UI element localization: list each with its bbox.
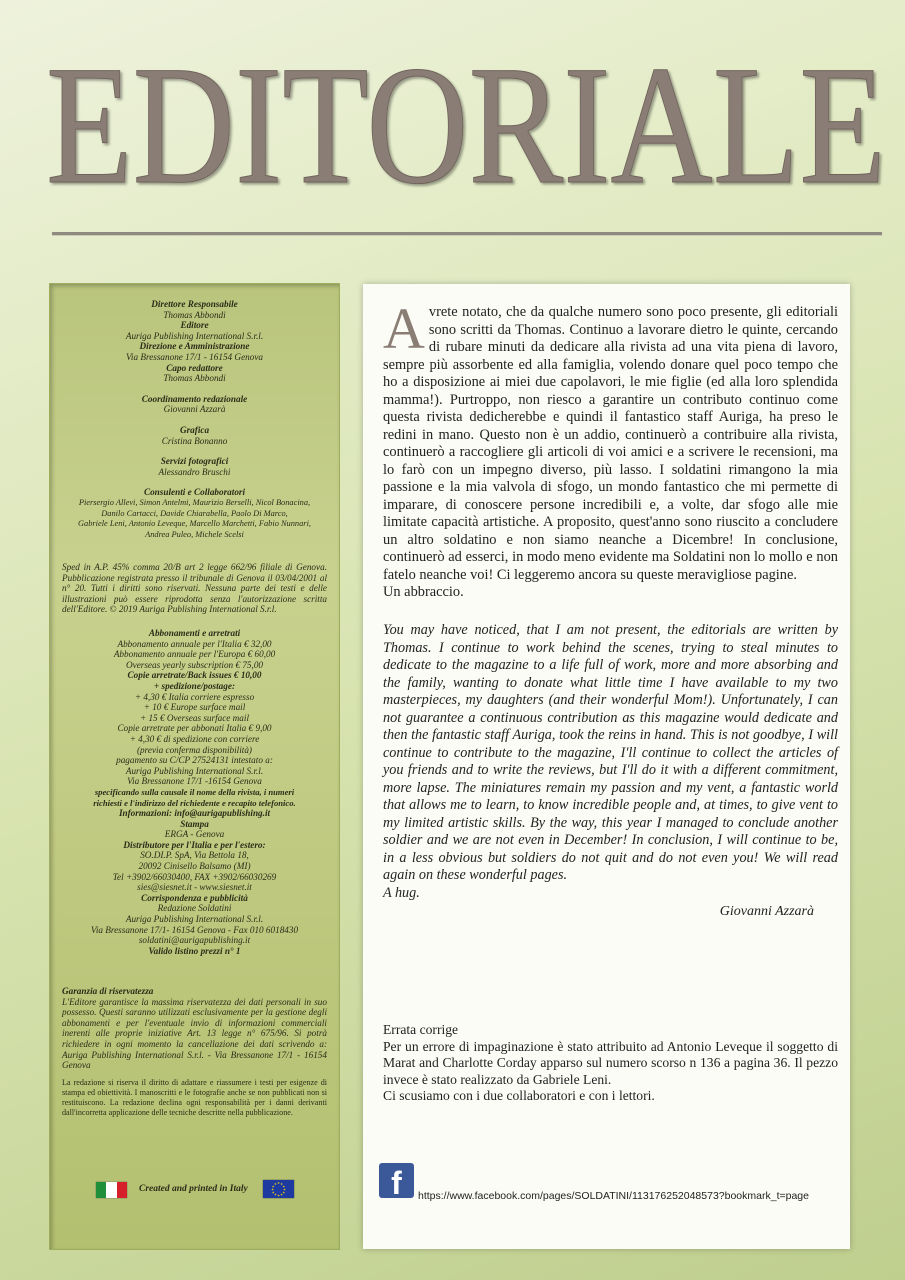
legal-notice xyxy=(62,562,327,615)
svg-text:★: ★ xyxy=(283,1187,286,1192)
author-signature: Giovanni Azzarà xyxy=(719,904,814,919)
staff-name: Gabriele Leni, Antonio Leveque, Marcello Marchetti, Fabio Nunnari, xyxy=(78,519,311,529)
italy-flag-icon xyxy=(96,1182,127,1198)
svg-text:★: ★ xyxy=(277,1193,280,1198)
distribution-heading: Distributore per l'Italia e per l'estero: xyxy=(123,839,266,850)
subscriptions-block xyxy=(62,628,327,956)
svg-text:★: ★ xyxy=(280,1182,284,1186)
subscription-line: Abbonamento annuale per l'Europa € 60,00 xyxy=(113,649,276,660)
errata-text: Per un errore di impaginazione è stato attribuito ad Antonio Leveque il soggetto di Marat and Charlotte Corday apparso sul numero scorso n 136 a pagina 36. Il pezzo invece è stato realizzato da Gabriele Leni. xyxy=(383,1038,838,1087)
facebook-icon[interactable]: f xyxy=(379,1163,414,1198)
shipping-line: Via Bressanone 17/1 -16154 Genova xyxy=(127,776,262,787)
correspondence-heading: Corrispondenza e pubblicità xyxy=(141,892,248,903)
facebook-link[interactable]: https://www.facebook.com/pages/SOLDATINI/113176252048573?bookmark_t=page xyxy=(418,1190,809,1202)
staff-name: Auriga Publishing International S.r.l. xyxy=(125,330,264,341)
shipping-heading: + spedizione/postage: xyxy=(153,680,236,691)
shipping-line: + 10 € Europe surface mail xyxy=(143,702,246,713)
back-issues-heading: Copie arretrate/Back issues € 10,00 xyxy=(127,670,262,681)
masthead-sidebar xyxy=(50,284,339,1249)
price-list: Valido listino prezzi n° 1 xyxy=(148,945,241,956)
shipping-line: + 4,30 € di spedizione con corriere xyxy=(129,733,260,744)
staff-name: Thomas Abbondi xyxy=(163,309,226,320)
subscription-line: Overseas yearly subscription € 75,00 xyxy=(125,659,264,670)
staff-role: Servizi fotografici xyxy=(160,456,229,467)
italian-closing: Un abbraccio. xyxy=(383,584,464,600)
svg-text:★: ★ xyxy=(273,1192,277,1197)
editorial-article xyxy=(363,284,850,1249)
english-closing: A hug. xyxy=(383,884,420,901)
staff-role: Consulenti e Collaboratori xyxy=(143,487,246,498)
staff-name: Giovanni Azzarà xyxy=(163,404,226,415)
staff-block xyxy=(62,299,327,540)
svg-text:★: ★ xyxy=(273,1182,277,1186)
page-title xyxy=(46,40,886,200)
staff-name: Cristina Bonanno xyxy=(161,435,228,446)
errata-title: Errata corrige xyxy=(383,1022,459,1037)
privacy-text: L'Editore garantisce la massima riservatezza dei dati personali in suo possesso. Questi saranno utilizzati esclusivamente per la gestione degli abbonamenti e per l'eventuale invio di informazioni commerciali inerenti alle proprie iniziative Art. 13 legge n° 675/96. Si potrà richiedere in ogni momento la cancellazione dei dati scrivendo a: Auriga Publishing International S.r.l. - Via Bressanone 17/1 - 16154 Genova xyxy=(62,996,327,1071)
svg-text:★: ★ xyxy=(271,1190,275,1195)
printed-in-italy: Created and printed in Italy xyxy=(139,1184,248,1194)
staff-name: Andrea Puleo, Michele Scelsi xyxy=(145,529,244,539)
eu-flag-icon xyxy=(263,1180,294,1198)
staff-role: Direzione e Amministrazione xyxy=(139,341,250,352)
correspondence-line: soldatini@aurigapublishing.it xyxy=(138,935,251,946)
errata-corrige xyxy=(383,1022,838,1105)
disclaimer xyxy=(62,1078,327,1118)
correspondence-line: Redazione Soldatini xyxy=(157,903,232,914)
english-text: You may have noticed, that I am not present, the editorials are written by Thomas. I continue to work behind the scenes, trying to steal minutes to dedicate to the magazine to a life full of work, more and more absorbing and the family, wanting to donate what little time I have available to my two masterpieces, my daughters (and their wonderful Mom!). Unfortunately, I can not guarantee a continuous contribution as this magazine would dedicate and then the fantastic staff Auriga, took the reins in hand. This is not goodbye, I will continue to contribute to the magazine, I'll continue to collect the articles of you friends and to write the reviews, but I'll do it with a different commitment, more lapse. The miniatures remain my passion and my vent, a fantastic world that allows me to learn, to know incredible people and, at times, to give vent to my limited artistic skills. By the way, this year I managed to conclude another soldier and we are not even in December! In conclusion, I will continue to be, in a less obvious but soldiers do not quit and do not even you! We will read again on these wonderful pages. xyxy=(383,622,838,883)
privacy-block xyxy=(62,986,327,1071)
staff-role: Coordinamento redazionale xyxy=(141,393,248,404)
distribution-line: 20092 Cinisello Balsamo (MI) xyxy=(138,861,251,872)
payment-note: richiesti e l'indirizzo del richiedente e recapito telefonico. xyxy=(93,797,296,808)
english-editorial xyxy=(383,622,838,902)
title-text: EDITORIALE xyxy=(46,40,886,200)
errata-apology: Ci scusiamo con i due collaboratori e con i lettori. xyxy=(383,1088,655,1104)
drop-cap: A xyxy=(383,296,425,361)
staff-name: Thomas Abbondi xyxy=(163,373,226,384)
print-value: ERGA - Genova xyxy=(164,829,225,840)
legal-text: Sped in A.P. 45% comma 20/B art 2 legge 662/96 filiale di Genova. Pubblicazione registrata presso il tribunale di Genova il 03/04/2001 al n° 20. Tutti i diritti sono riservati. Nessuna parte dei testi e delle illustrazioni può essere riprodotta senza l'autorizzazione scritta dell'Editore. © 2019 Auriga Publishing International S.r.l. xyxy=(62,562,327,615)
shipping-line: (previa conferma disponibilità) xyxy=(137,744,252,755)
shipping-line: + 4,30 € Italia corriere espresso xyxy=(134,691,255,702)
payment-note: specificando sulla causale il nome della rivista, i numeri xyxy=(94,786,295,797)
svg-text:★: ★ xyxy=(280,1192,284,1197)
svg-text:★: ★ xyxy=(282,1190,286,1195)
subscriptions-heading: Abbonamenti e arretrati xyxy=(148,628,241,638)
correspondence-line: Via Bressanone 17/1- 16154 Genova - Fax 010 6018430 xyxy=(90,924,299,935)
staff-role: Direttore Responsabile xyxy=(151,299,238,309)
distribution-line: SO.DI.P. SpA, Via Bettola 18, xyxy=(140,850,249,861)
info-email: Informazioni: info@aurigapublishing.it xyxy=(118,808,271,819)
staff-name: Via Bressanone 17/1 - 16154 Genova xyxy=(125,351,264,362)
subscription-line: Abbonamento annuale per l'Italia € 32,00 xyxy=(117,638,272,649)
correspondence-line: Auriga Publishing International S.r.l. xyxy=(125,914,264,925)
svg-text:★: ★ xyxy=(271,1187,274,1192)
staff-role: Grafica xyxy=(179,424,210,435)
distribution-line: Tel +3902/66030400, FAX +3902/66030269 xyxy=(112,871,277,882)
staff-role: Capo redattore xyxy=(166,362,223,373)
svg-text:★: ★ xyxy=(271,1184,275,1189)
staff-name: Piersergio Allevi, Simon Antelmi, Maurizio Berselli, Nicol Bonacina, xyxy=(78,497,311,507)
privacy-heading: Garanzia di riservatezza xyxy=(62,986,154,996)
print-heading: Stampa xyxy=(180,818,209,829)
svg-text:★: ★ xyxy=(282,1184,286,1189)
shipping-line: Auriga Publishing International S.r.l. xyxy=(125,765,264,776)
title-rule xyxy=(52,232,882,236)
distribution-line: sies@siesnet.it - www.siesnet.it xyxy=(137,882,252,893)
italian-editorial xyxy=(383,296,838,602)
shipping-line: pagamento su C/CP 27524131 intestato a: xyxy=(116,755,273,766)
svg-text:★: ★ xyxy=(277,1181,280,1186)
staff-role: Editore xyxy=(180,320,209,331)
staff-name: Alessandro Bruschi xyxy=(158,466,231,477)
disclaimer-text: La redazione si riserva il diritto di adattare e riassumere i testi per esigenze di stampa ed obiettività. I manoscritti e le fotografie anche se non pubblicati non si restituiscono. La redazione declina ogni responsabilità per i danni derivanti dall'incorretta applicazione delle tecniche descritte nella pubblicazione. xyxy=(62,1078,327,1117)
shipping-line: Copie arretrate per abbonati Italia € 9,00 xyxy=(117,723,272,734)
italian-text: vrete notato, che da qualche numero sono poco presente, gli editoriali sono scritti da Thomas. Continuo a lavorare dietro le quinte, cercando di rubare minuti da dedicare alla rivista ad una vita piena di lavoro, sempre più assorbente ed alla famiglia, volendo donare quel poco tempo che ho a disposizione ai miei due capolavori, le mie figlie (ed alla loro splendida mamma!). Purtroppo, non riesco a garantire un contributo continuo come questa rivista dedicherebbe e quindi il fantastico staff Auriga, ha preso le redini in mano. Questo non è un addio, continuerò a contribuire alla rivista, continuerò a raccogliere gli articoli di voi amici e a scrivere le recensioni, ma lo farò con un impegno diverso, più lasso. I soldatini rimangono la mia passione e la mia valvola di sfogo, un mondo fantastico che mi permette di imparare, di conoscere persone incredibili e, a volte, dar sfogo alle mie limitate capacità artistiche. A proposito, quest'anno sono riuscito a concludere un altro soldatino e non siamo neanche a Dicembre! In conclusione, continuerò ad esserci, in modo meno evidente ma Soldatini non lo mollo e non fatelo neanche voi! Ci leggeremo ancora su queste meravigliose pagine. xyxy=(383,304,838,583)
staff-name: Danilo Cartacci, Davide Chiarabella, Paolo Di Marco, xyxy=(101,508,288,518)
shipping-line: + 15 € Overseas surface mail xyxy=(139,712,250,723)
